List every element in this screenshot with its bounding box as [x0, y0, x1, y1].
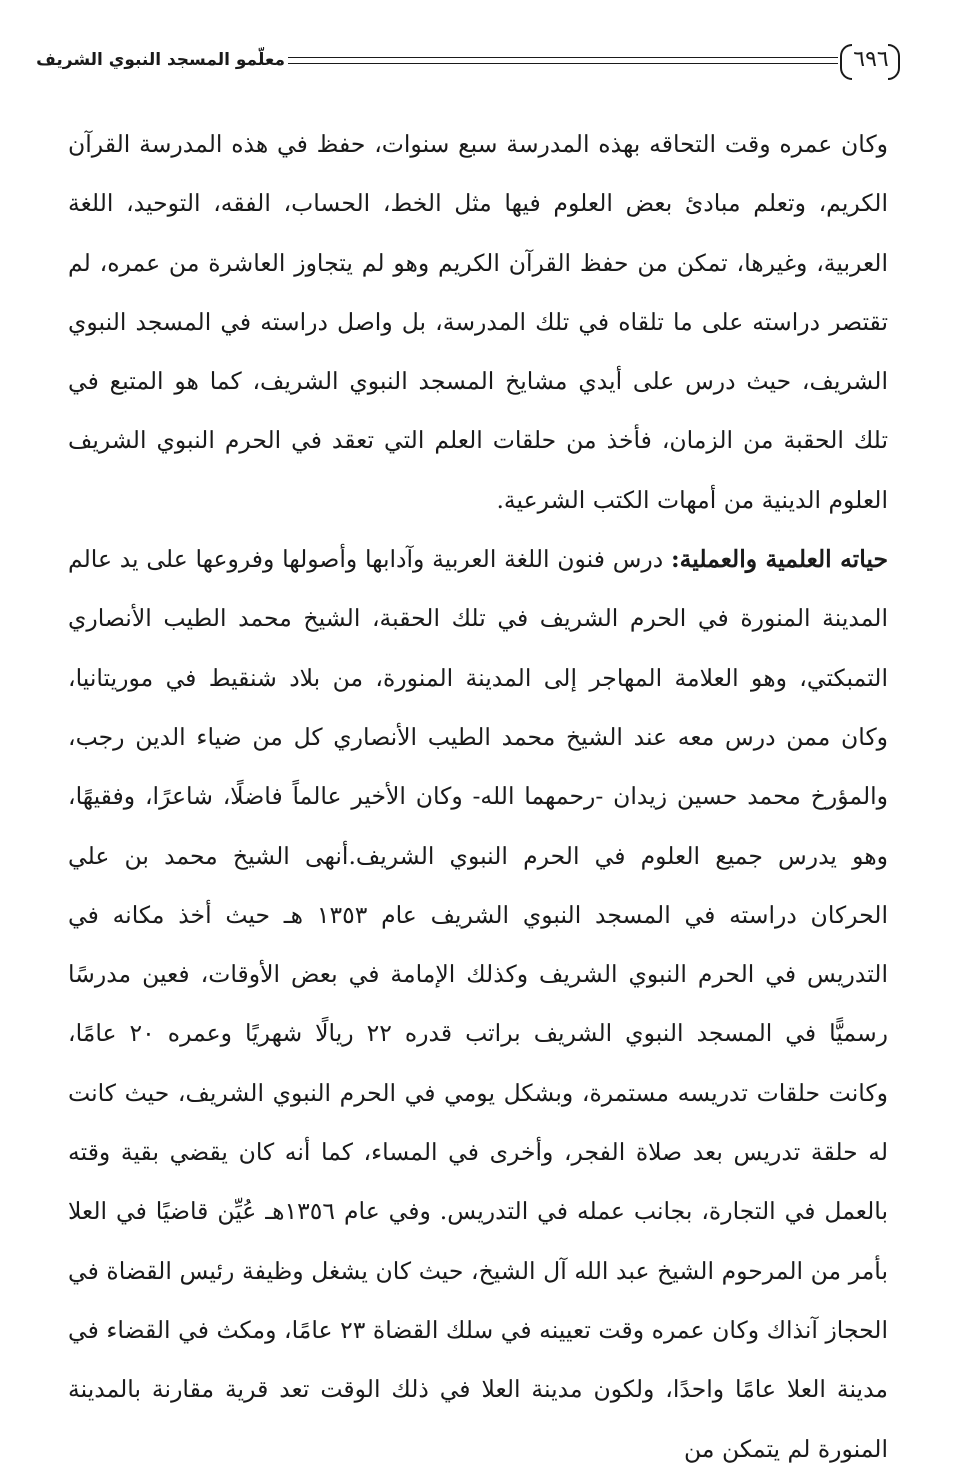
body-text — [68, 115, 888, 1479]
paragraph-1: وكان عمره وقت التحاقه بهذه المدرسة سبع سنوات، حفظ في هذه المدرسة القرآن الكريم، وتعلم مبادئ بعض العلوم فيها مثل الخط، الحساب، الفقه، التوحيد، اللغة العربية، وغيرها، تمكن من حفظ القرآن الكريم وهو لم يتجاوز العاشرة من عمره، لم تقتصر دراسته على ما تلقاه في تلك المدرسة، بل واصل دراسته في المسجد النبوي الشريف، حيث درس على أيدي مشايخ المسجد النبوي الشريف، كما هو المتبع في تلك الحقبة من الزمان، فأخذ من حلقات العلم التي تعقد في الحرم النبوي الشريف العلوم الدينية من أمهات الكتب الشرعية. — [68, 130, 888, 514]
section-heading: حياته العلمية والعملية: — [670, 545, 888, 574]
running-title: معلّمو المسجد النبوي الشريف — [36, 50, 285, 70]
header-double-rule — [288, 57, 838, 64]
page-number: ٦٩٦ — [853, 47, 889, 72]
paragraph-2 — [68, 530, 888, 1479]
running-header — [36, 40, 900, 84]
paragraph-2-text: درس فنون اللغة العربية وآدابها وأصولها وفروعها على يد عالم المدينة المنورة في الحرم الشريف في تلك الحقبة، الشيخ محمد الطيب الأنصاري التمبكتي، وهو العلامة المهاجر إلى المدينة المنورة، من بلاد شنقيط في موريتانيا، وكان ممن درس معه عند الشيخ محمد الطيب الأنصاري كل من ضياء الدين رجب، والمؤرخ محمد حسين زيدان -رحمهما الله- وكان الأخير عالماً فاضلًا، شاعرًا، وفقيهًا، وهو يدرس جميع العلوم في الحرم النبوي الشريف.أنهى الشيخ محمد بن علي الحركان دراسته في المسجد النبوي الشريف عام ١٣٥٣ هـ حيث أخذ مكانه في التدريس في الحرم النبوي الشريف وكذلك الإمامة في بعض الأوقات، فعين مدرسًا رسميًّا في المسجد النبوي الشريف براتب قدره ٢٢ ريالًا شهريًا وعمره ٢٠ عامًا، وكانت حلقات تدريسه مستمرة، وبشكل يومي في الحرم النبوي الشريف، حيث كانت له حلقة تدريس بعد صلاة الفجر، وأخرى في المساء، كما أنه كان يقضي بقية وقته بالعمل في التجارة، بجانب عمله في التدريس. وفي عام ١٣٥٦هـ عُيِّن قاضيًا في العلا بأمر من المرحوم الشيخ عبد الله آل الشيخ، حيث كان يشغل وظيفة رئيس القضاة في الحجاز آنذاك وكان عمره وقت تعيينه في سلك القضاة ٢٣ عامًا، ومكث في القضاء في مدينة العلا عامًا واحدًا، ولكون مدينة العلا في ذلك الوقت تعد قرية مقارنة بالمدينة المنورة لم يتمكن من — [68, 545, 888, 1463]
